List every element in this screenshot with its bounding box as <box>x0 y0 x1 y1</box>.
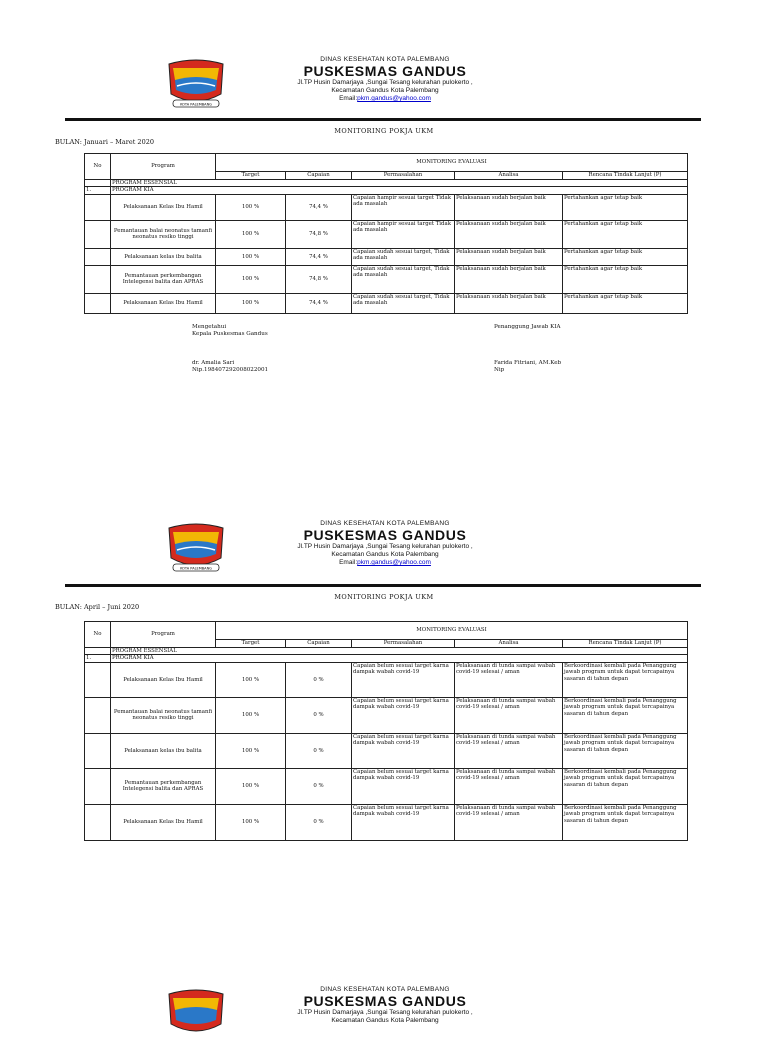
table-row: Pemantauan perkembangan Intelegensi balita dan APRAS 100 % 74,8 % Capaian sudah sesuai target, Tidak ada masalah Pelaksanaan sudah berjalan baik Pertahankan agar tetap baik <box>85 265 688 293</box>
section-kia: PROGRAM KIA <box>111 655 688 662</box>
header-rule <box>65 584 701 587</box>
puskesmas-logo <box>165 58 227 110</box>
table-row: Pelaksanaan Kelas Ibu Hamil 100 % 74,4 % Capaian hampir sesuai target Tidak ada masalah Pelaksanaan sudah berjalan baik Pertahankan agar tetap baik <box>85 194 688 220</box>
svg-text:KOTA PALEMBANG: KOTA PALEMBANG <box>180 566 212 571</box>
report-period: BULAN: April – Juni 2020 <box>55 603 140 611</box>
section-kia: PROGRAM KIA <box>111 187 688 194</box>
letterhead: DINAS KESEHATAN KOTA PALEMBANG PUSKESMAS GANDUS Jl.TP Husin Damarjaya ,Sungai Tesang kelurahan pulokerto , Kecamatan Gandus Kota Palembang <box>297 986 473 1024</box>
signature-right: Penanggung Jawab KIA Farida Fitriani, AM.Keb Nip <box>494 324 562 373</box>
table-row: Pemantauan balai neonatus tamanfi neonatus resiko tinggi 100 % 0 % Capaian belum sesuai target karna dampak wabah covid-19 Pelaksanaan di tunda sampai wabah covid-19 selesai / aman Berkoordinasi kembali pada Penanggung jawab program untuk dapat tercapainya sasaran di tahun depan <box>85 697 688 733</box>
pj-nip: Nip <box>494 367 505 373</box>
col-analisa: Analisa <box>455 172 563 180</box>
puskesmas-name: PUSKESMAS GANDUS <box>303 63 467 79</box>
letterhead <box>230 56 540 103</box>
head-nip: Nip.198407292008022001 <box>192 367 269 373</box>
email-link[interactable]: pkm.gandus@yahoo.com <box>357 559 431 566</box>
table-row: Pemantauan balai neonatus tamanfi neonatus resiko tinggi 100 % 74,8 % Capaian hampir sesuai target Tidak ada masalah Pelaksanaan sudah berjalan baik Pertahankan agar tetap baik <box>85 220 688 248</box>
table-row: Pelaksanaan Kelas Ibu Hamil 100 % 0 % Capaian belum sesuai target karna dampak wabah covid-19 Pelaksanaan di tunda sampai wabah covid-19 selesai / aman Berkoordinasi kembali pada Penanggung jawab program untuk dapat tercapainya sasaran di tahun depan <box>85 662 688 697</box>
col-capaian: Capaian <box>286 172 352 180</box>
puskesmas-logo <box>165 988 227 1040</box>
section-essential: PROGRAM ESSENSIAL <box>111 180 688 187</box>
address-line-2: Kecamatan Gandus Kota Palembang <box>331 87 439 94</box>
table-row: Pelaksanaan Kelas Ibu Hamil 100 % 74,4 % Capaian sudah sesuai target, Tidak ada masalah Pelaksanaan sudah berjalan baik Pertahankan agar tetap baik <box>85 293 688 313</box>
report-title: MONITORING POKJA UKM <box>334 593 434 601</box>
col-no: No <box>85 154 111 180</box>
dinas-label: DINAS KESEHATAN KOTA PALEMBANG <box>320 56 450 63</box>
table-body-2 <box>85 662 688 840</box>
report-period: BULAN: Januari – Maret 2020 <box>55 138 154 146</box>
report-title: MONITORING POKJA UKM <box>334 127 434 135</box>
puskesmas-logo <box>165 522 227 574</box>
head-name: dr. Amalia Sari <box>192 360 235 366</box>
section-essential: PROGRAM ESSENSIAL <box>111 648 688 655</box>
email-link[interactable]: pkm.gandus@yahoo.com <box>357 95 431 102</box>
col-group: MONITORING EVALUASI <box>216 154 688 172</box>
svg-text:KOTA PALEMBANG: KOTA PALEMBANG <box>180 102 212 107</box>
email-line: Email:pkm.gandus@yahoo.com <box>339 95 431 102</box>
table-row: Pelaksanaan kelas ibu balita 100 % 0 % Capaian belum sesuai target karna dampak wabah covid-19 Pelaksanaan di tunda sampai wabah covid-19 selesai / aman Berkoordinasi kembali pada Penanggung jawab program untuk dapat tercapainya sasaran di tahun depan <box>85 733 688 768</box>
signature-left: Mengetahui Kepala Puskesmas Gandus dr. Amalia Sari Nip.198407292008022001 <box>192 324 269 373</box>
monitoring-table <box>84 153 688 314</box>
monitoring-table: No Program MONITORING EVALUASI Target Capaian Permasalahan Analisa Rencana Tindak Lanjut (P) PROGRAM ESSENSIAL 1. PROGRAM KIA Pelaksanaan Kelas Ibu Hamil 100 % 0 % Capaian belum sesuai target karna dampak wabah covid-19 Pelaksanaan di tunda sampai wabah covid-19 selesai / aman Berkoordinasi kembali pada Penanggung jawab program untuk dapat tercapainya sasaran di tahun depan Pemantauan balai neonatus tamanfi neonatus resiko tinggi 100 % 0 % Capaian belum sesuai target karna dampak wabah covid-19 Pelaksanaan di tunda sampai wabah covid-19 selesai / aman Berkoordinasi kembali pada Penanggung jawab program untuk dapat tercapainya sasaran di tahun depan Pelaksanaan kelas ibu balita 100 % 0 % Capaian belum sesuai target karna dampak wabah covid-19 Pelaksanaan di tunda sampai wabah covid-19 selesai / aman Berkoordinasi kembali pada Penanggung jawab program untuk dapat tercapainya sasaran di tahun depan Pemantauan perkembangan Intelegensi balita dan APRAS 100 % 0 % Capaian belum sesuai target karna dampak wabah covid-19 Pelaksanaan di tunda sampai wabah covid-19 selesai / aman Berkoordinasi kembali pada Penanggung jawab program untuk dapat tercapainya sasaran di tahun depan Pelaksanaan Kelas Ibu Hamil 100 % 0 % Capaian belum sesuai target karna dampak wabah covid-19 Pelaksanaan di tunda sampai wabah covid-19 selesai / aman Berkoordinasi kembali pada Penanggung jawab program untuk dapat tercapainya sasaran di tahun depan <box>84 621 688 841</box>
table-body-1 <box>85 194 688 313</box>
table-row: Pelaksanaan kelas ibu balita 100 % 74,4 % Capaian sudah sesuai target, Tidak ada masalah Pelaksanaan sudah berjalan baik Pertahankan agar tetap baik <box>85 248 688 265</box>
letterhead: DINAS KESEHATAN KOTA PALEMBANG PUSKESMAS GANDUS Jl.TP Husin Damarjaya ,Sungai Tesang kelurahan pulokerto , Kecamatan Gandus Kota Palembang Email:pkm.gandus@yahoo.com <box>297 520 473 566</box>
section-no: 1. <box>85 187 111 194</box>
table-row: Pemantauan perkembangan Intelegensi balita dan APRAS 100 % 0 % Capaian belum sesuai target karna dampak wabah covid-19 Pelaksanaan di tunda sampai wabah covid-19 selesai / aman Berkoordinasi kembali pada Penanggung jawab program untuk dapat tercapainya sasaran di tahun depan <box>85 768 688 804</box>
header-rule <box>65 118 701 121</box>
col-program: Program <box>111 154 216 180</box>
col-permasalahan: Permasalahan <box>352 172 455 180</box>
col-target: Target <box>216 172 286 180</box>
pj-name: Farida Fitriani, AM.Keb <box>494 360 562 366</box>
table-row: Pelaksanaan Kelas Ibu Hamil 100 % 0 % Capaian belum sesuai target karna dampak wabah covid-19 Pelaksanaan di tunda sampai wabah covid-19 selesai / aman Berkoordinasi kembali pada Penanggung jawab program untuk dapat tercapainya sasaran di tahun depan <box>85 804 688 840</box>
col-rtl: Rencana Tindak Lanjut (P) <box>563 172 688 180</box>
address-line-1: Jl.TP Husin Damarjaya ,Sungai Tesang kelurahan pulokerto , <box>297 79 473 86</box>
